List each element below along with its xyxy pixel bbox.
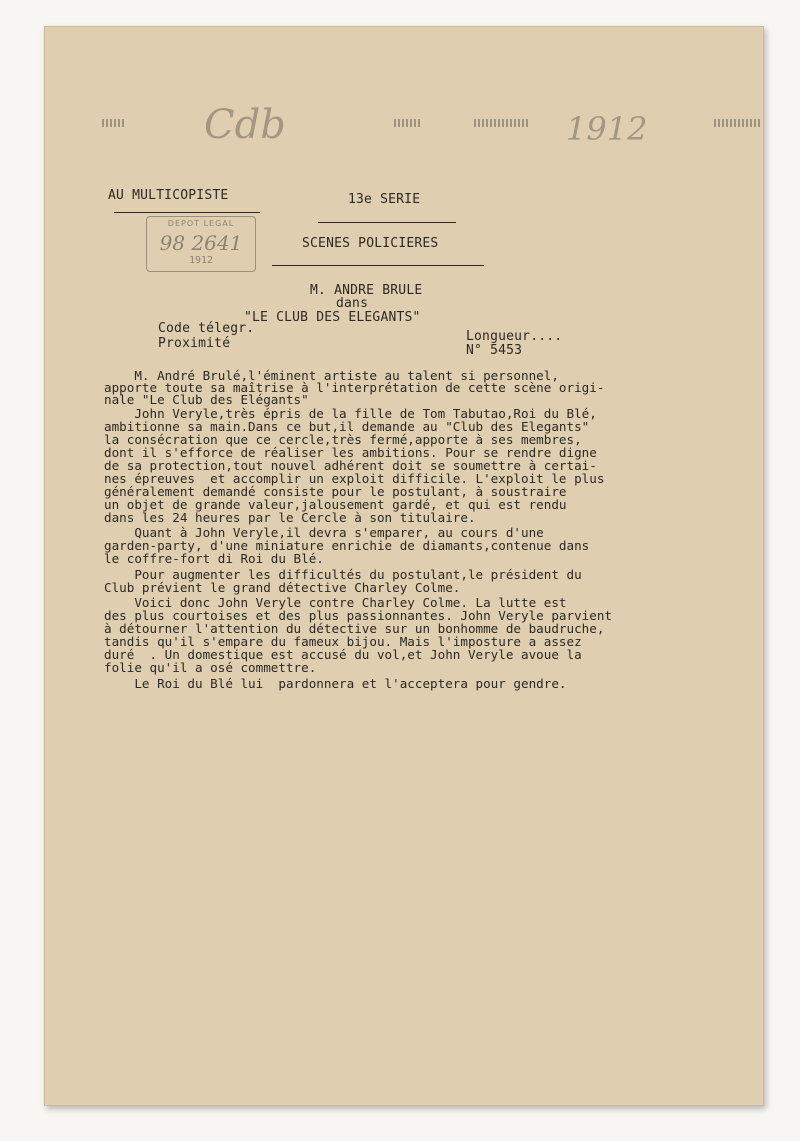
document-page [44,26,764,1106]
multicopiste-label: AU MULTICOPISTE [108,188,229,203]
code-label: Code télegr. [158,321,255,336]
body-line: la consécration que ce cercle,très fermé,apporte à ses membres, [104,432,582,447]
ink-marks [714,119,760,127]
body-line: apporte toute sa maîtrise à l'interprétation de cette scène origi- [104,380,605,395]
body-line: le coffre-fort di Roi du Blé. [104,551,324,566]
body-line: des plus courtoises et des plus passionnantes. John Veryle parvient [104,608,612,623]
body-line: dans les 24 heures par le Cercle à son titulaire. [104,510,476,525]
series-label: 13e SERIE [348,192,421,207]
body-line: duré . Un domestique est accusé du vol,et John Veryle avoue la [104,647,582,662]
body-line: de sa protection,tout nouvel adhérent doit se soumettre à certai- [104,458,597,473]
title-line-2: dans [336,296,369,311]
body-line: tandis qu'il s'empare du fameux bijou. Mais l'imposture a assez [104,634,582,649]
length-label: Longueur.... [466,329,563,344]
divider [114,212,260,213]
divider [318,222,456,223]
genre-label: SCENES POLICIERES [302,236,439,251]
body-line: John Veryle,très épris de la fille de Tom Tabutao,Roi du Blé, [104,406,597,421]
body-line: Pour augmenter les difficultés du postulant,le président du [104,567,582,582]
body-line: nes épreuves et accomplir un exploit difficile. L'exploit le plus [104,471,605,486]
ink-marks [474,119,530,127]
ink-marks [394,119,422,127]
handwritten-year: 1912 [566,110,648,148]
body-line: folie qu'il a osé commettre. [104,660,317,675]
body-line: nale "Le Club des Elégants" [104,392,309,407]
divider [272,265,484,266]
handwritten-note: Cdb [204,102,286,148]
reference-number: N° 5453 [466,343,523,358]
body-line: un objet de grande valeur,jalousement gardé, et qui est rendu [104,497,567,512]
code-value: Proximité [158,336,231,351]
body-line: dont il s'efforce de réaliser les ambitions. Pour se rendre digne [104,445,597,460]
body-line: à détourner l'attention du détective sur un bonhomme de baudruche, [104,621,605,636]
title-line-1: M. ANDRE BRULE [310,283,423,298]
body-line: généralement demandé consiste pour le postulant, à soustraire [104,484,567,499]
body-line: Le Roi du Blé lui pardonnera et l'acceptera pour gendre. [104,676,567,691]
depot-legal-stamp: DEPOT LEGAL 98 2641 1912 [146,216,256,272]
body-line: garden-party, d'une miniature enrichie de diamants,contenue dans [104,538,590,553]
body-line: Voici donc John Veryle contre Charley Colme. La lutte est [104,595,567,610]
body-line: M. André Brulé,l'éminent artiste au talent si personnel, [104,368,559,383]
title-line-3: "LE CLUB DES ELEGANTS" [244,310,421,325]
ink-marks [102,119,124,127]
body-line: Club prévient le grand détective Charley Colme. [104,580,461,595]
body-line: ambitionne sa main.Dans ce but,il demande au "Club des Elegants" [104,419,590,434]
body-line: Quant à John Veryle,il devra s'emparer, au cours d'une [104,525,544,540]
